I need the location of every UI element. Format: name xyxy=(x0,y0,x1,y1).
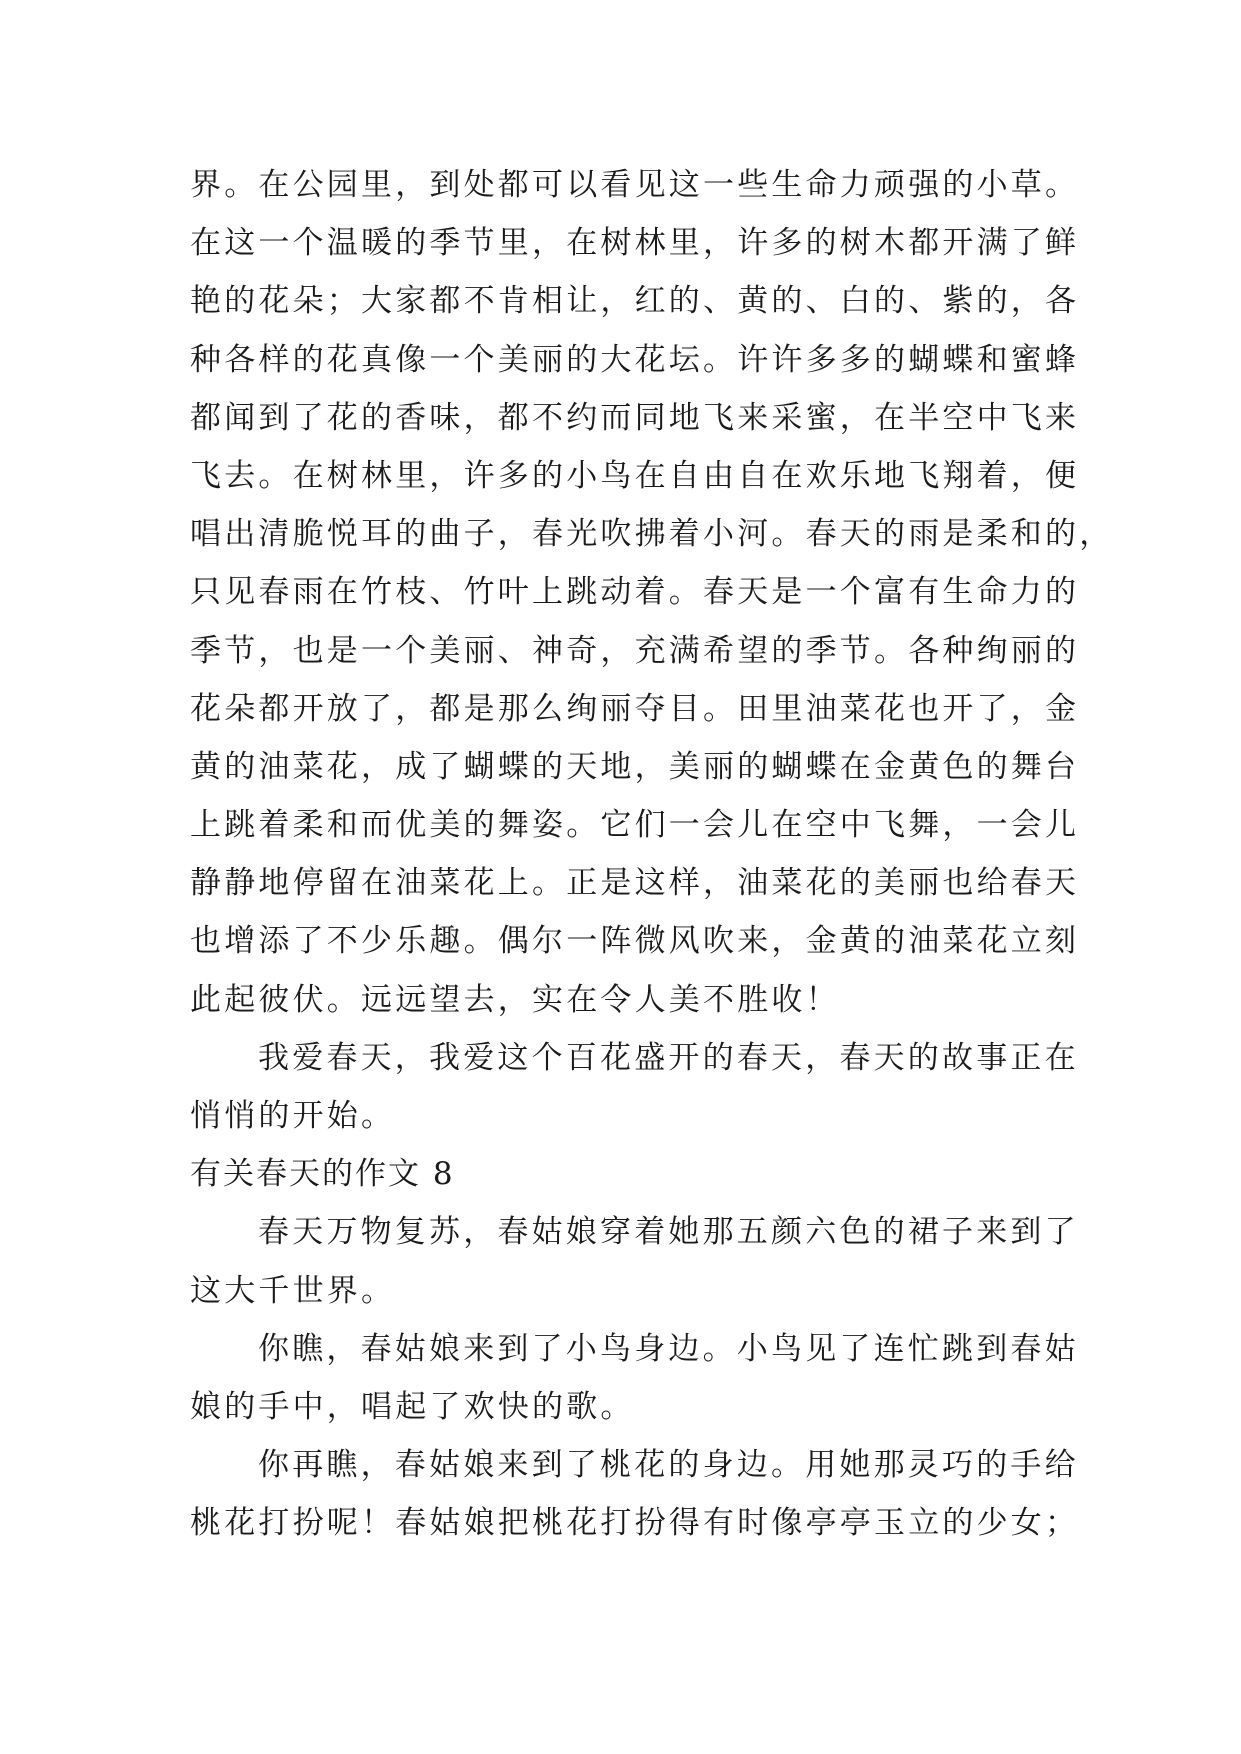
section-heading: 有关春天的作文 8 xyxy=(190,1156,455,1193)
text-line: 界。在公园里，到处都可以看见这一些生命力顽强的小草。 xyxy=(190,167,1080,203)
text-line: 艳的花朵；大家都不肯相让，红的、黄的、白的、紫的，各 xyxy=(190,283,1080,320)
text-line: 也增添了不少乐趣。偶尔一阵微风吹来，金黄的油菜花立刻 xyxy=(190,923,1080,960)
text-line: 在这一个温暖的季节里，在树林里，许多的树木都开满了鲜 xyxy=(190,225,1080,262)
text-line: 唱出清脆悦耳的曲子，春光吹拂着小河。春天的雨是柔和的， xyxy=(190,516,1114,553)
text-line: 这大千世界。 xyxy=(190,1272,396,1309)
text-line: 娘的手中，唱起了欢快的歌。 xyxy=(190,1388,635,1425)
text-line: 此起彼伏。远远望去，实在令人美不胜收！ xyxy=(190,981,840,1018)
text-line: 种各样的花真像一个美丽的大花坛。许许多多的蝴蝶和蜜蜂 xyxy=(190,341,1080,378)
text-line: 都闻到了花的香味，都不约而同地飞来采蜜，在半空中飞来 xyxy=(190,399,1080,436)
paragraph-start-line: 春天万物复苏，春姑娘穿着她那五颜六色的裙子来到了 xyxy=(258,1214,1079,1251)
text-line: 花朵都开放了，都是那么绚丽夺目。田里油菜花也开了，金 xyxy=(190,690,1080,727)
paragraph-start-line: 你再瞧，春姑娘来到了桃花的身边。用她那灵巧的手给 xyxy=(258,1447,1079,1484)
text-line: 静静地停留在油菜花上。正是这样，油菜花的美丽也给春天 xyxy=(190,865,1080,902)
text-line: 季节，也是一个美丽、神奇，充满希望的季节。各种绚丽的 xyxy=(190,632,1080,669)
text-line: 悄悄的开始。 xyxy=(190,1098,396,1134)
paragraph-start-line: 我爱春天，我爱这个百花盛开的春天，春天的故事正在 xyxy=(258,1039,1079,1076)
text-line: 黄的油菜花，成了蝴蝶的天地，美丽的蝴蝶在金黄色的舞台 xyxy=(190,748,1080,785)
paragraph-start-line: 你瞧，春姑娘来到了小鸟身边。小鸟见了连忙跳到春姑 xyxy=(258,1330,1079,1367)
essay-text xyxy=(190,156,1114,1553)
text-line: 飞去。在树林里，许多的小鸟在自由自在欢乐地飞翔着，便 xyxy=(190,457,1080,494)
text-line: 上跳着柔和而优美的舞姿。它们一会儿在空中飞舞，一会儿 xyxy=(190,807,1080,844)
text-line: 只见春雨在竹枝、竹叶上跳动着。春天是一个富有生命力的 xyxy=(190,574,1080,611)
text-line: 桃花打扮呢！春姑娘把桃花打扮得有时像亭亭玉立的少女； xyxy=(190,1505,1080,1542)
